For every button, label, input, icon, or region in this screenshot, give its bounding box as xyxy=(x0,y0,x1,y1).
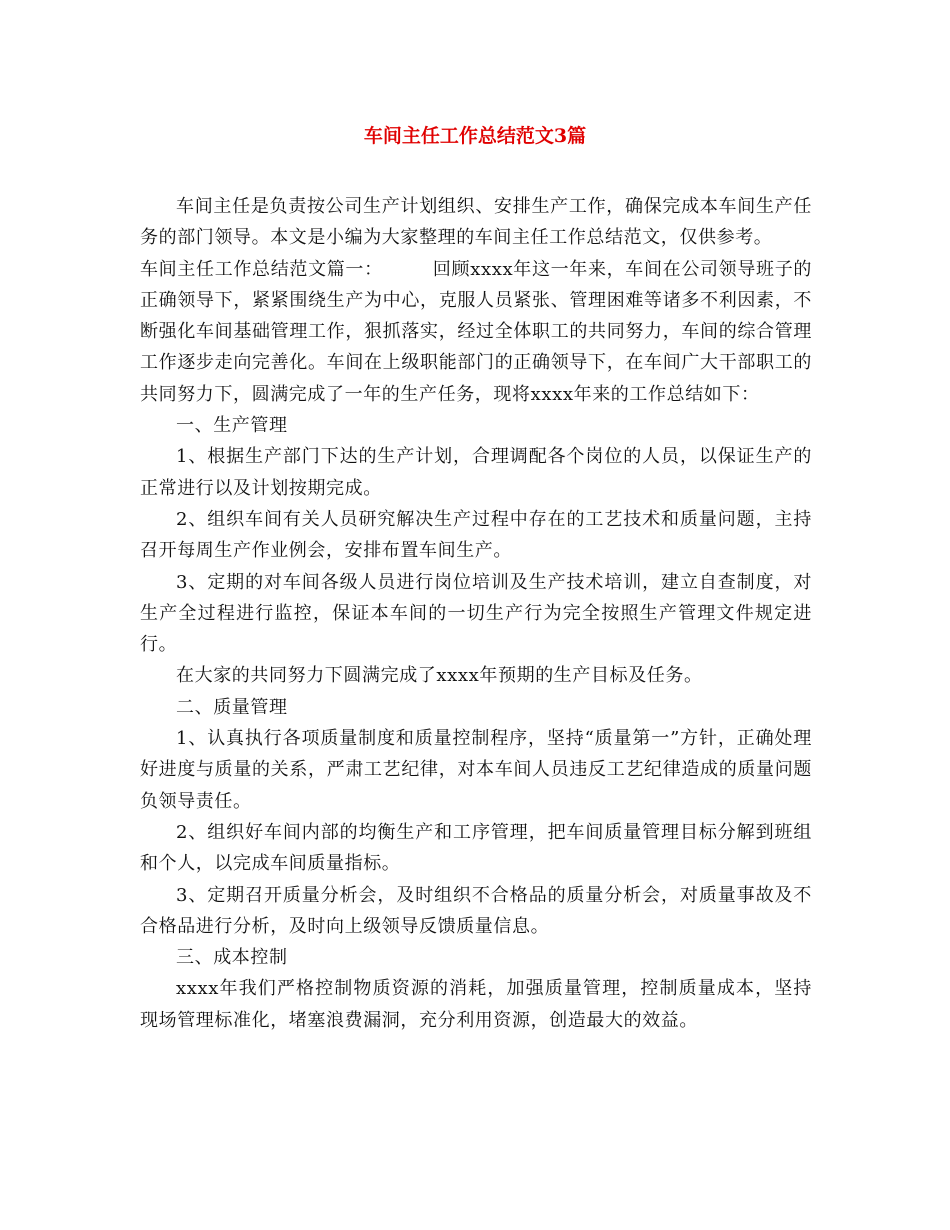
section-heading-cost: 三、成本控制 xyxy=(176,947,288,969)
quality-item-2: 2、组织好车间内部的均衡生产和工序管理，把车间质量管理目标分解到班组和个人，以完成车间质量指标。 xyxy=(140,821,812,875)
cost-item-1: xxxx年我们严格控制物质资源的消耗，加强质量管理，控制质量成本，坚持现场管理标准化，堵塞浪费漏洞，充分利用资源，创造最大的效益。 xyxy=(140,978,812,1031)
production-item-2: 2、组织车间有关人员研究解决生产过程中存在的工艺技术和质量问题，主持召开每周生产作业例会，安排布置车间生产。 xyxy=(140,508,812,562)
document-title: 车间主任工作总结范文3篇 xyxy=(363,125,587,147)
part-one-paragraph xyxy=(140,254,812,410)
part-one-text: 回顾xxxx年这一年来，车间在公司领导班子的正确领导下，紧紧围绕生产为中心，克服人员紧张、管理困难等诸多不利因素，不断强化车间基础管理工作，狠抓落实，经过全体职工的共同努力，车间的综合管理工作逐步走向完善化。车间在上级职能部门的正确领导下，在车间广大干部职工的共同努力下，圆满完成了一年的生产任务，现将xxxx年来的工作总结如下： xyxy=(140,258,812,405)
production-item-1: 1、根据生产部门下达的生产计划，合理调配各个岗位的人员，以保证生产的正常进行以及计划按期完成。 xyxy=(140,446,812,499)
quality-item-3: 3、定期召开质量分析会，及时组织不合格品的质量分析会，对质量事故及不合格品进行分析，及时向上级领导反馈质量信息。 xyxy=(140,884,812,937)
production-item-3: 3、定期的对车间各级人员进行岗位培训及生产技术培训，建立自查制度，对生产全过程进行监控，保证本车间的一切生产行为完全按照生产管理文件规定进行。 xyxy=(140,571,812,656)
section-heading-production: 一、生产管理 xyxy=(176,415,288,437)
part-one-label: 车间主任工作总结范文篇一： xyxy=(140,258,383,280)
intro-paragraph: 车间主任是负责按公司生产计划组织、安排生产工作，确保完成本车间生产任务的部门领导。本文是小编为大家整理的车间主任工作总结范文，仅供参考。 xyxy=(140,196,812,249)
quality-item-1: 1、认真执行各项质量制度和质量控制程序，坚持“质量第一”方针，正确处理好进度与质量的关系，严肃工艺纪律，对本车间人员违反工艺纪律造成的质量问题负领导责任。 xyxy=(140,728,812,812)
production-summary: 在大家的共同努力下圆满完成了xxxx年预期的生产目标及任务。 xyxy=(176,665,703,687)
section-heading-quality: 二、质量管理 xyxy=(176,696,288,718)
document-body xyxy=(140,191,812,1036)
